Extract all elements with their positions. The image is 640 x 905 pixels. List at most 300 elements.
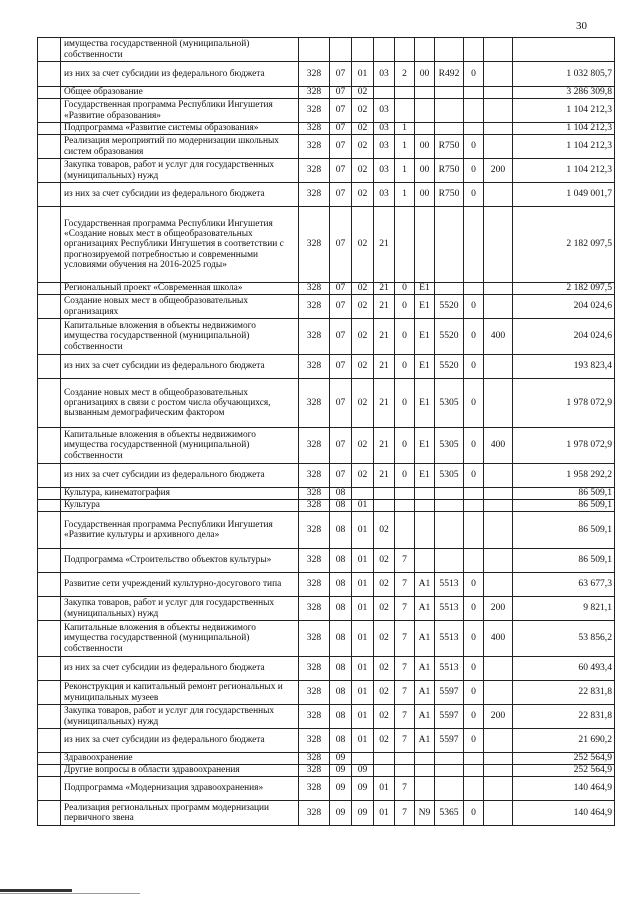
department-code-cell: 328 — [299, 657, 330, 681]
extra-code-cell: 0 — [464, 801, 484, 826]
direction-code-cell: 5520 — [435, 355, 464, 379]
item-name-cell: Реконструкция и капитальный ремонт региональных и муниципальных музеев — [61, 681, 299, 705]
department-code-cell: 328 — [299, 207, 330, 283]
department-code-cell: 328 — [299, 283, 330, 295]
subprogram-code-cell: 7 — [395, 729, 415, 753]
expense-type-cell — [484, 38, 513, 62]
department-code-cell: 328 — [299, 801, 330, 826]
subsection-code-cell — [352, 753, 374, 765]
item-name-cell: Здравоохранение — [61, 753, 299, 765]
table-row — [38, 428, 615, 464]
index-cell — [38, 765, 61, 777]
index-cell — [38, 500, 61, 512]
subprogram-code-cell: 1 — [395, 183, 415, 207]
expense-type-cell — [484, 753, 513, 765]
item-name-cell: Развитие сети учреждений культурно-досугового типа — [61, 573, 299, 597]
direction-code-cell: 5520 — [435, 319, 464, 355]
section-code-cell: 07 — [330, 159, 352, 183]
project-code-cell: 00 — [415, 159, 435, 183]
section-code-cell: 07 — [330, 355, 352, 379]
department-code-cell: 328 — [299, 62, 330, 87]
subprogram-code-cell — [395, 488, 415, 500]
index-cell — [38, 135, 61, 159]
project-code-cell — [415, 488, 435, 500]
program-code-cell: 02 — [374, 705, 395, 729]
extra-code-cell — [464, 500, 484, 512]
item-name-cell: Государственная программа Республики Ингушетия «Создание новых мест в общеобразовательных организациях Республики Ингушетия в соответствии с прогнозируемой потребностью и современными условиями обучения на 2016-2025 годы» — [61, 207, 299, 283]
index-cell — [38, 428, 61, 464]
section-code-cell: 07 — [330, 295, 352, 319]
section-code-cell: 09 — [330, 753, 352, 765]
extra-code-cell: 0 — [464, 729, 484, 753]
table-row — [38, 801, 615, 826]
subprogram-code-cell — [395, 500, 415, 512]
section-code-cell: 07 — [330, 379, 352, 428]
table-row — [38, 99, 615, 123]
subsection-code-cell: 09 — [352, 801, 374, 826]
table-body — [38, 38, 615, 826]
subprogram-code-cell — [395, 87, 415, 99]
scan-artifact-line — [0, 893, 140, 894]
extra-code-cell — [464, 753, 484, 765]
extra-code-cell: 0 — [464, 62, 484, 87]
department-code-cell: 328 — [299, 379, 330, 428]
program-code-cell: 02 — [374, 621, 395, 657]
program-code-cell — [374, 87, 395, 99]
extra-code-cell — [464, 38, 484, 62]
amount-cell: 252 564,9 — [513, 753, 615, 765]
department-code-cell: 328 — [299, 512, 330, 549]
project-code-cell: 00 — [415, 183, 435, 207]
amount-cell: 3 286 309,8 — [513, 87, 615, 99]
expense-type-cell — [484, 729, 513, 753]
subsection-code-cell: 02 — [352, 319, 374, 355]
item-name-cell: Капитальные вложения в объекты недвижимого имущества государственной (муниципальной) собственности — [61, 319, 299, 355]
direction-code-cell — [435, 777, 464, 801]
extra-code-cell — [464, 549, 484, 573]
expense-type-cell — [484, 379, 513, 428]
item-name-cell: Капитальные вложения в объекты недвижимого имущества государственной (муниципальной) собственности — [61, 621, 299, 657]
table-row — [38, 765, 615, 777]
project-code-cell: A1 — [415, 573, 435, 597]
direction-code-cell: 5513 — [435, 597, 464, 621]
department-code-cell: 328 — [299, 621, 330, 657]
expense-type-cell — [484, 135, 513, 159]
project-code-cell: A1 — [415, 597, 435, 621]
department-code-cell: 328 — [299, 681, 330, 705]
project-code-cell — [415, 123, 435, 135]
amount-cell: 86 509,1 — [513, 500, 615, 512]
program-code-cell: 03 — [374, 159, 395, 183]
department-code-cell: 328 — [299, 135, 330, 159]
department-code-cell: 328 — [299, 753, 330, 765]
subsection-code-cell: 02 — [352, 207, 374, 283]
program-code-cell: 02 — [374, 549, 395, 573]
table-row — [38, 207, 615, 283]
subprogram-code-cell: 0 — [395, 355, 415, 379]
expense-type-cell — [484, 99, 513, 123]
expense-type-cell — [484, 87, 513, 99]
amount-cell: 2 182 097,5 — [513, 283, 615, 295]
subsection-code-cell: 02 — [352, 428, 374, 464]
project-code-cell: 00 — [415, 135, 435, 159]
subsection-code-cell: 09 — [352, 777, 374, 801]
program-code-cell: 03 — [374, 99, 395, 123]
item-name-cell: Капитальные вложения в объекты недвижимого имущества государственной (муниципальной) собственности — [61, 428, 299, 464]
expense-type-cell: 400 — [484, 621, 513, 657]
subprogram-code-cell: 2 — [395, 62, 415, 87]
subsection-code-cell: 02 — [352, 135, 374, 159]
subprogram-code-cell — [395, 753, 415, 765]
subsection-code-cell: 01 — [352, 705, 374, 729]
project-code-cell: E1 — [415, 428, 435, 464]
department-code-cell: 328 — [299, 765, 330, 777]
item-name-cell: из них за счет субсидии из федерального бюджета — [61, 183, 299, 207]
item-name-cell: из них за счет субсидии из федерального бюджета — [61, 729, 299, 753]
extra-code-cell: 0 — [464, 705, 484, 729]
table-row — [38, 283, 615, 295]
direction-code-cell — [435, 38, 464, 62]
table-row — [38, 379, 615, 428]
section-code-cell: 08 — [330, 621, 352, 657]
item-name-cell: имущества государственной (муниципальной) собственности — [61, 38, 299, 62]
section-code-cell: 08 — [330, 681, 352, 705]
subsection-code-cell — [352, 488, 374, 500]
expense-type-cell: 200 — [484, 597, 513, 621]
expense-type-cell: 200 — [484, 159, 513, 183]
table-row — [38, 159, 615, 183]
program-code-cell — [374, 765, 395, 777]
expense-type-cell — [484, 283, 513, 295]
project-code-cell — [415, 765, 435, 777]
item-name-cell: Общее образование — [61, 87, 299, 99]
program-code-cell: 21 — [374, 379, 395, 428]
direction-code-cell — [435, 123, 464, 135]
subsection-code-cell: 01 — [352, 597, 374, 621]
extra-code-cell — [464, 765, 484, 777]
program-code-cell — [374, 500, 395, 512]
section-code-cell: 08 — [330, 549, 352, 573]
subsection-code-cell: 01 — [352, 657, 374, 681]
table-row — [38, 753, 615, 765]
index-cell — [38, 597, 61, 621]
table-row — [38, 183, 615, 207]
direction-code-cell: 5597 — [435, 681, 464, 705]
project-code-cell: A1 — [415, 729, 435, 753]
amount-cell: 21 690,2 — [513, 729, 615, 753]
table-row — [38, 123, 615, 135]
amount-cell: 86 509,1 — [513, 549, 615, 573]
section-code-cell — [330, 38, 352, 62]
table-row — [38, 657, 615, 681]
item-name-cell: Реализация мероприятий по модернизации школьных систем образования — [61, 135, 299, 159]
table-row — [38, 729, 615, 753]
direction-code-cell: R750 — [435, 183, 464, 207]
section-code-cell: 08 — [330, 500, 352, 512]
direction-code-cell: 5305 — [435, 464, 464, 488]
program-code-cell: 21 — [374, 428, 395, 464]
subprogram-code-cell — [395, 38, 415, 62]
direction-code-cell — [435, 99, 464, 123]
item-name-cell: Культура, кинематография — [61, 488, 299, 500]
amount-cell: 1 958 292,2 — [513, 464, 615, 488]
department-code-cell — [299, 38, 330, 62]
item-name-cell: из них за счет субсидии из федерального бюджета — [61, 464, 299, 488]
amount-cell: 204 024,6 — [513, 319, 615, 355]
item-name-cell: Подпрограмма «Развитие системы образования» — [61, 123, 299, 135]
subprogram-code-cell: 7 — [395, 681, 415, 705]
project-code-cell: E1 — [415, 379, 435, 428]
project-code-cell — [415, 207, 435, 283]
project-code-cell: E1 — [415, 464, 435, 488]
amount-cell: 1 104 212,3 — [513, 123, 615, 135]
department-code-cell: 328 — [299, 295, 330, 319]
direction-code-cell: R750 — [435, 159, 464, 183]
expense-type-cell — [484, 765, 513, 777]
department-code-cell: 328 — [299, 549, 330, 573]
extra-code-cell: 0 — [464, 681, 484, 705]
direction-code-cell: R750 — [435, 135, 464, 159]
section-code-cell: 09 — [330, 801, 352, 826]
section-code-cell: 07 — [330, 207, 352, 283]
extra-code-cell: 0 — [464, 464, 484, 488]
project-code-cell: A1 — [415, 621, 435, 657]
extra-code-cell: 0 — [464, 597, 484, 621]
amount-cell: 22 831,8 — [513, 705, 615, 729]
extra-code-cell: 0 — [464, 319, 484, 355]
direction-code-cell — [435, 488, 464, 500]
department-code-cell: 328 — [299, 183, 330, 207]
extra-code-cell: 0 — [464, 355, 484, 379]
table-row — [38, 681, 615, 705]
department-code-cell: 328 — [299, 488, 330, 500]
direction-code-cell — [435, 753, 464, 765]
subprogram-code-cell: 0 — [395, 379, 415, 428]
item-name-cell: Подпрограмма «Модернизация здравоохранения» — [61, 777, 299, 801]
index-cell — [38, 379, 61, 428]
item-name-cell: Другие вопросы в области здравоохранения — [61, 765, 299, 777]
table-row — [38, 597, 615, 621]
subsection-code-cell: 02 — [352, 183, 374, 207]
amount-cell: 1 049 001,7 — [513, 183, 615, 207]
project-code-cell: E1 — [415, 355, 435, 379]
amount-cell: 22 831,8 — [513, 681, 615, 705]
extra-code-cell — [464, 283, 484, 295]
section-code-cell: 07 — [330, 183, 352, 207]
subsection-code-cell: 01 — [352, 621, 374, 657]
direction-code-cell: 5513 — [435, 657, 464, 681]
subprogram-code-cell: 0 — [395, 319, 415, 355]
expense-type-cell — [484, 464, 513, 488]
amount-cell: 63 677,3 — [513, 573, 615, 597]
project-code-cell — [415, 777, 435, 801]
program-code-cell: 03 — [374, 135, 395, 159]
subprogram-code-cell — [395, 765, 415, 777]
table-row — [38, 488, 615, 500]
direction-code-cell — [435, 283, 464, 295]
project-code-cell — [415, 87, 435, 99]
amount-cell: 140 464,9 — [513, 801, 615, 826]
amount-cell: 9 821,1 — [513, 597, 615, 621]
subprogram-code-cell: 7 — [395, 657, 415, 681]
program-code-cell: 21 — [374, 464, 395, 488]
project-code-cell — [415, 512, 435, 549]
subprogram-code-cell: 1 — [395, 123, 415, 135]
subsection-code-cell — [352, 38, 374, 62]
subprogram-code-cell: 7 — [395, 549, 415, 573]
table-row — [38, 621, 615, 657]
subprogram-code-cell: 0 — [395, 428, 415, 464]
program-code-cell: 21 — [374, 355, 395, 379]
budget-table — [37, 37, 615, 826]
project-code-cell: N9 — [415, 801, 435, 826]
index-cell — [38, 319, 61, 355]
direction-code-cell — [435, 765, 464, 777]
subsection-code-cell: 02 — [352, 355, 374, 379]
extra-code-cell: 0 — [464, 295, 484, 319]
amount-cell: 193 823,4 — [513, 355, 615, 379]
amount-cell: 86 509,1 — [513, 488, 615, 500]
program-code-cell: 02 — [374, 597, 395, 621]
extra-code-cell: 0 — [464, 428, 484, 464]
section-code-cell: 09 — [330, 765, 352, 777]
program-code-cell: 03 — [374, 123, 395, 135]
department-code-cell: 328 — [299, 597, 330, 621]
expense-type-cell — [484, 777, 513, 801]
extra-code-cell: 0 — [464, 159, 484, 183]
amount-cell: 1 104 212,3 — [513, 135, 615, 159]
expense-type-cell: 200 — [484, 705, 513, 729]
program-code-cell: 03 — [374, 183, 395, 207]
program-code-cell — [374, 38, 395, 62]
section-code-cell: 08 — [330, 657, 352, 681]
item-name-cell: Государственная программа Республики Ингушетия «Развитие образования» — [61, 99, 299, 123]
direction-code-cell — [435, 500, 464, 512]
department-code-cell: 328 — [299, 464, 330, 488]
amount-cell: 1 104 212,3 — [513, 159, 615, 183]
table-row — [38, 573, 615, 597]
expense-type-cell — [484, 295, 513, 319]
direction-code-cell: 5305 — [435, 379, 464, 428]
item-name-cell: Государственная программа Республики Ингушетия «Развитие культуры и архивного дела» — [61, 512, 299, 549]
index-cell — [38, 159, 61, 183]
department-code-cell: 328 — [299, 319, 330, 355]
subsection-code-cell: 02 — [352, 464, 374, 488]
extra-code-cell: 0 — [464, 621, 484, 657]
item-name-cell: Создание новых мест в общеобразовательных организациях в связи с ростом числа обучающихся, вызванным демографическим фактором — [61, 379, 299, 428]
expense-type-cell — [484, 801, 513, 826]
expense-type-cell — [484, 500, 513, 512]
project-code-cell — [415, 99, 435, 123]
direction-code-cell: 5597 — [435, 705, 464, 729]
expense-type-cell — [484, 573, 513, 597]
project-code-cell — [415, 500, 435, 512]
section-code-cell: 08 — [330, 705, 352, 729]
table-row — [38, 512, 615, 549]
direction-code-cell — [435, 87, 464, 99]
index-cell — [38, 123, 61, 135]
extra-code-cell — [464, 207, 484, 283]
item-name-cell: из них за счет субсидии из федерального бюджета — [61, 355, 299, 379]
section-code-cell: 07 — [330, 62, 352, 87]
expense-type-cell — [484, 355, 513, 379]
project-code-cell — [415, 38, 435, 62]
program-code-cell: 21 — [374, 283, 395, 295]
section-code-cell: 08 — [330, 573, 352, 597]
subsection-code-cell: 02 — [352, 87, 374, 99]
table-row — [38, 295, 615, 319]
subprogram-code-cell: 0 — [395, 295, 415, 319]
index-cell — [38, 801, 61, 826]
expense-type-cell — [484, 657, 513, 681]
department-code-cell: 328 — [299, 159, 330, 183]
extra-code-cell: 0 — [464, 379, 484, 428]
project-code-cell — [415, 753, 435, 765]
subprogram-code-cell — [395, 512, 415, 549]
index-cell — [38, 283, 61, 295]
project-code-cell: E1 — [415, 283, 435, 295]
department-code-cell: 328 — [299, 428, 330, 464]
program-code-cell: 02 — [374, 512, 395, 549]
table-row — [38, 135, 615, 159]
section-code-cell: 07 — [330, 464, 352, 488]
section-code-cell: 07 — [330, 319, 352, 355]
extra-code-cell — [464, 488, 484, 500]
subprogram-code-cell: 7 — [395, 801, 415, 826]
extra-code-cell — [464, 777, 484, 801]
amount-cell — [513, 38, 615, 62]
index-cell — [38, 657, 61, 681]
item-name-cell: Реализация региональных программ модернизации первичного звена — [61, 801, 299, 826]
department-code-cell: 328 — [299, 705, 330, 729]
subprogram-code-cell: 1 — [395, 159, 415, 183]
index-cell — [38, 681, 61, 705]
project-code-cell: A1 — [415, 681, 435, 705]
department-code-cell: 328 — [299, 729, 330, 753]
subsection-code-cell: 01 — [352, 500, 374, 512]
item-name-cell: из них за счет субсидии из федерального бюджета — [61, 62, 299, 87]
subprogram-code-cell: 1 — [395, 135, 415, 159]
amount-cell: 60 493,4 — [513, 657, 615, 681]
index-cell — [38, 729, 61, 753]
program-code-cell — [374, 488, 395, 500]
expense-type-cell — [484, 488, 513, 500]
project-code-cell: A1 — [415, 657, 435, 681]
subprogram-code-cell: 7 — [395, 573, 415, 597]
amount-cell: 1 978 072,9 — [513, 428, 615, 464]
extra-code-cell — [464, 87, 484, 99]
table-row — [38, 500, 615, 512]
project-code-cell: E1 — [415, 295, 435, 319]
item-name-cell: Закупка товаров, работ и услуг для государственных (муниципальных) нужд — [61, 159, 299, 183]
section-code-cell: 07 — [330, 283, 352, 295]
item-name-cell: Создание новых мест в общеобразовательных организациях — [61, 295, 299, 319]
extra-code-cell: 0 — [464, 183, 484, 207]
table-row — [38, 549, 615, 573]
index-cell — [38, 705, 61, 729]
table-row — [38, 62, 615, 87]
subsection-code-cell: 02 — [352, 283, 374, 295]
index-cell — [38, 295, 61, 319]
direction-code-cell: 5513 — [435, 573, 464, 597]
table-row — [38, 38, 615, 62]
expense-type-cell — [484, 123, 513, 135]
index-cell — [38, 512, 61, 549]
subsection-code-cell: 01 — [352, 729, 374, 753]
extra-code-cell — [464, 99, 484, 123]
section-code-cell: 07 — [330, 99, 352, 123]
program-code-cell: 21 — [374, 207, 395, 283]
